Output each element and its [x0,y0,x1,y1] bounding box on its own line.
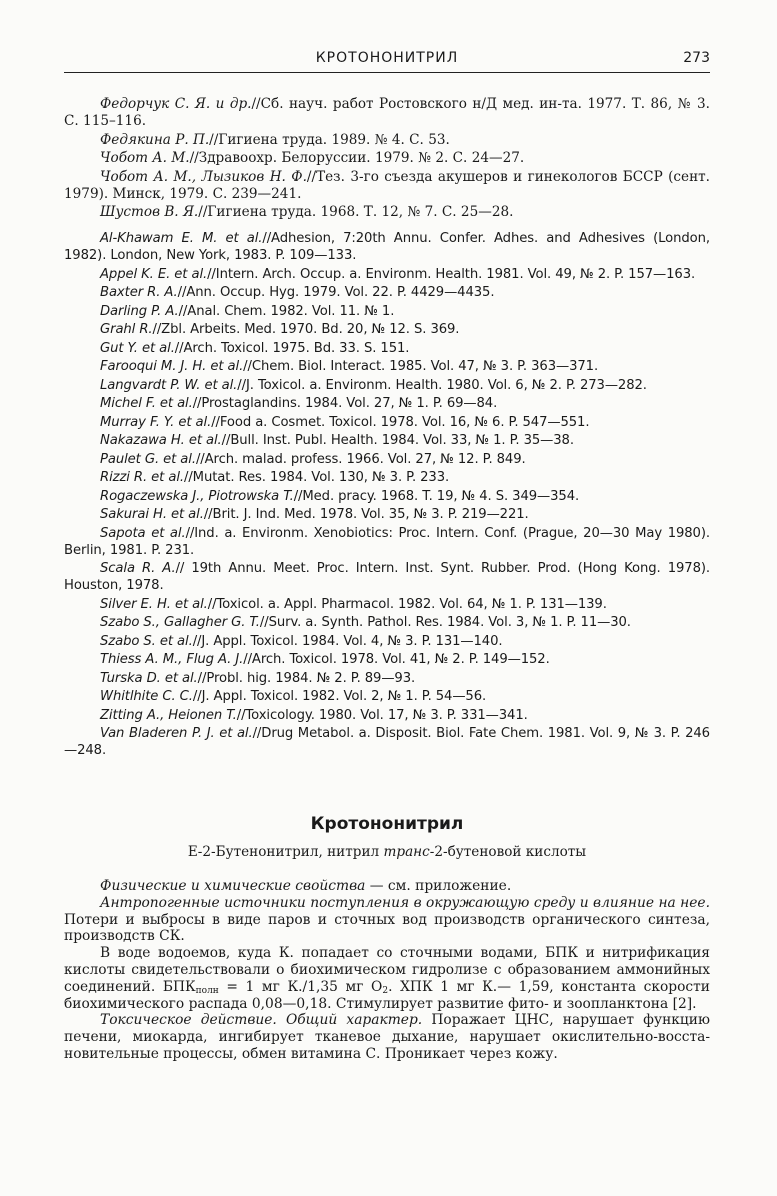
reference-author: Федорчук С. Я. и др. [100,96,252,112]
section-title: Кротононитрил [310,814,464,834]
reference-author: Silver E. H. et al. [100,596,208,612]
reference-entry [64,358,710,375]
reference-source: //Drug Metabol. a. Disposit. Biol. Fate Chem. 1981. Vol. 9, № 3. P. 246—248. [64,726,710,758]
reference-author: Langvardt P. W. et al. [100,377,238,393]
paragraph-heading: Физические и химические свойства [100,878,366,894]
reference-source: //Intern. Arch. Occup. a. Environm. Health. 1981. Vol. 49, № 2. P. 157—163. [207,266,696,282]
reference-source: //Тез. 3-го съезда акушеров и гинекологов БССР (сент. 1979). Минск, 1979. С. 239—241. [64,168,710,202]
paragraph-text: . ХПК 1 мг К.— 1,59, константа скорости биохимического распада 0,08—0,18. Стимулирует развитие фито- и зоопланктона [2]. [64,978,710,1012]
reference-entry [64,204,710,221]
reference-entry [64,340,710,357]
reference-entry [64,469,710,486]
reference-author: Al-Khawam E. M. et al. [100,231,263,246]
page-number: 273 [683,50,710,66]
reference-entry [64,230,710,264]
reference-source: //Toxicology. 1980. Vol. 17, № 3. P. 331—341. [236,707,528,723]
reference-author: Чобот А. М. [100,150,190,166]
reference-entry [64,525,710,559]
reference-entry [64,169,710,203]
reference-source: //Arch. Toxicol. 1975. Bd. 33. S. 151. [174,340,410,356]
synonyms-text-end: -2-бутеновой кислоты [429,844,587,860]
reference-author: Szabo S. et al. [100,633,193,649]
reference-entry [64,414,710,431]
paragraph-text: В воде водоемов, куда К. попадает со сточными водами, БПК и нитрификация кислоты свидетельствовали о биохимическом гидролизе с образованием аммонийных соединений. БПК [64,945,710,995]
reference-source: // 19th Annu. Meet. Proc. Intern. Inst. Synt. Rubber. Prod. (Hong Kong. 1978). Houston, 1978. [64,561,710,593]
reference-entry [64,132,710,149]
reference-source: //Prostaglandins. 1984. Vol. 27, № 1. P. 69—84. [192,396,498,411]
reference-source: //Ann. Occup. Hyg. 1979. Vol. 22. P. 4429—4435. [177,285,495,300]
reference-author: Шустов В. Я. [100,204,199,220]
reference-entry [64,96,710,130]
reference-source: //Anal. Chem. 1982. Vol. 11. № 1. [178,303,395,319]
reference-author: Turska D. et al. [100,670,198,686]
reference-source: //Arch. Toxicol. 1978. Vol. 41, № 2. P. 149—152. [243,652,550,667]
reference-entry [64,150,710,167]
reference-source: //Mutat. Res. 1984. Vol. 130, № 3. P. 233. [184,470,450,485]
reference-entry [64,488,710,505]
section-synonyms [64,844,710,860]
reference-author: Farooqui M. J. H. et al. [100,359,244,374]
paragraph-properties [64,878,710,895]
reference-entry [64,321,710,338]
reference-author: Федякина Р. П. [100,131,210,148]
reference-source: //J. Appl. Toxicol. 1982. Vol. 2, № 1. P. 54—56. [192,689,487,704]
reference-author: Rogaczewska J., Piotrowska T. [100,488,294,504]
article-body [64,878,710,1063]
reference-source: //Chem. Biol. Interact. 1985. Vol. 47, № 3. P. 363—371. [243,359,599,374]
reference-source: //Гигиена труда. 1989. № 4. С. 53. [209,131,450,148]
reference-author: Szabo S., Gallagher G. T. [100,615,260,630]
reference-entry [64,451,710,468]
reference-author: Van Bladeren P. J. et al. [100,726,253,741]
reference-source: //Toxicol. a. Appl. Pharmacol. 1982. Vol. 64, № 1. P. 131—139. [207,596,607,612]
reference-entry [64,633,710,650]
reference-source: //Сб. науч. работ Ростовского н/Д мед. ин-та. 1977. Т. 86, № 3. С. 115–116. [64,96,710,129]
synonyms-text: Е-2-Бутенонитрил, нитрил [187,844,384,860]
reference-source: //Bull. Inst. Publ. Health. 1984. Vol. 33, № 1. P. 35—38. [221,433,574,448]
paragraph-text: — см. приложение. [365,878,512,894]
reference-entry [64,560,710,594]
paragraph-water [64,945,710,1012]
reference-author: Nakazawa H. et al. [100,433,222,448]
reference-entry [64,688,710,705]
reference-source: //Zbl. Arbeits. Med. 1970. Bd. 20, № 12. S. 369. [152,322,460,337]
reference-entry [64,707,710,724]
subscript: полн [195,985,219,996]
reference-entry [64,506,710,523]
reference-source: //Гигиена труда. 1968. Т. 12, № 7. С. 25—28. [198,204,514,220]
reference-author: Sapota et al. [100,525,186,541]
reference-entry [64,596,710,613]
reference-entry [64,395,710,412]
reference-entry [64,284,710,301]
reference-author: Darling P. A. [100,303,179,319]
paragraph-sources [64,895,710,945]
reference-author: Gut Y. et al. [100,340,175,356]
reference-author: Murray F. Y. et al. [100,414,212,430]
reference-entry [64,266,710,283]
paragraph-text: Поражает ЦНС, нарушает функцию печени, миокарда, ингибирует тканевое дыхание, нарушает окислительно-восстановительные процессы, обмен витамина С. Проникает через кожу. [64,1012,710,1062]
references-latin [64,230,710,761]
reference-author: Scala R. A. [100,561,176,576]
paragraph-heading: Токсическое действие. Общий характер. [100,1012,423,1029]
reference-source: //Food a. Cosmet. Toxicol. 1978. Vol. 16, № 6. P. 547—551. [211,414,590,430]
paragraph-heading: Антропогенные источники поступления в окружающую среду и влияние на нее. [100,894,710,911]
reference-entry [64,670,710,687]
reference-author: Baxter R. A. [100,285,178,300]
reference-source: //Probl. hig. 1984. № 2. P. 89—93. [197,670,416,686]
reference-author: Whitlhite C. C. [100,689,193,704]
paragraph-text: Потери и выбросы в виде паров и сточных вод производств органического синтеза, производств СК. [64,911,710,945]
subscript: 2 [382,985,389,996]
reference-source: //Adhesion, 7:20th Annu. Confer. Adhes. and Adhesives (London, 1982). London, New York, 1983. P. 109—133. [64,231,710,263]
reference-source: //J. Toxicol. a. Environm. Health. 1980. Vol. 6, № 2. P. 273—282. [237,377,647,393]
reference-author: Rizzi R. et al. [100,470,184,485]
reference-entry [64,377,710,394]
reference-author: Appel K. E. et al. [100,266,208,282]
references-russian [64,96,710,223]
reference-source: //J. Appl. Toxicol. 1984. Vol. 4, № 3. P. 131—140. [192,633,503,649]
reference-entry [64,432,710,449]
reference-entry [64,725,710,759]
reference-source: //Med. pracy. 1968. T. 19, № 4. S. 349—354. [293,488,580,504]
reference-entry [64,614,710,631]
reference-author: Thiess A. M., Flug A. J. [100,652,244,667]
synonyms-italic: транс [383,844,430,860]
reference-entry [64,303,710,320]
reference-author: Michel F. et al. [100,396,193,411]
reference-source: //Arch. malad. profess. 1966. Vol. 27, № 12. P. 849. [195,451,526,467]
reference-author: Чобот А. М., Лызиков Н. Ф. [100,168,307,185]
reference-author: Paulet G. et al. [100,451,196,467]
reference-author: Grahl R. [100,322,153,337]
reference-source: //Surv. a. Synth. Pathol. Res. 1984. Vol. 3, № 1. P. 11—30. [259,615,631,630]
reference-entry [64,651,710,668]
reference-author: Sakurai H. et al. [100,507,204,522]
reference-source: //Brit. J. Ind. Med. 1978. Vol. 35, № 3. P. 219—221. [203,507,529,522]
paragraph-toxic-action [64,1012,710,1062]
reference-author: Zitting A., Heionen T. [100,707,237,723]
paragraph-text: = 1 мг К./1,35 мг O [218,978,383,995]
reference-source: //Ind. a. Environm. Xenobiotics: Proc. Intern. Conf. (Prague, 20—30 May 1980). Berlin, 1981. P. 231. [64,525,710,558]
reference-source: //Здравоохр. Белоруссии. 1979. № 2. С. 24—27. [189,150,525,166]
page-header [64,48,710,73]
running-title: КРОТОНОНИТРИЛ [315,50,459,66]
